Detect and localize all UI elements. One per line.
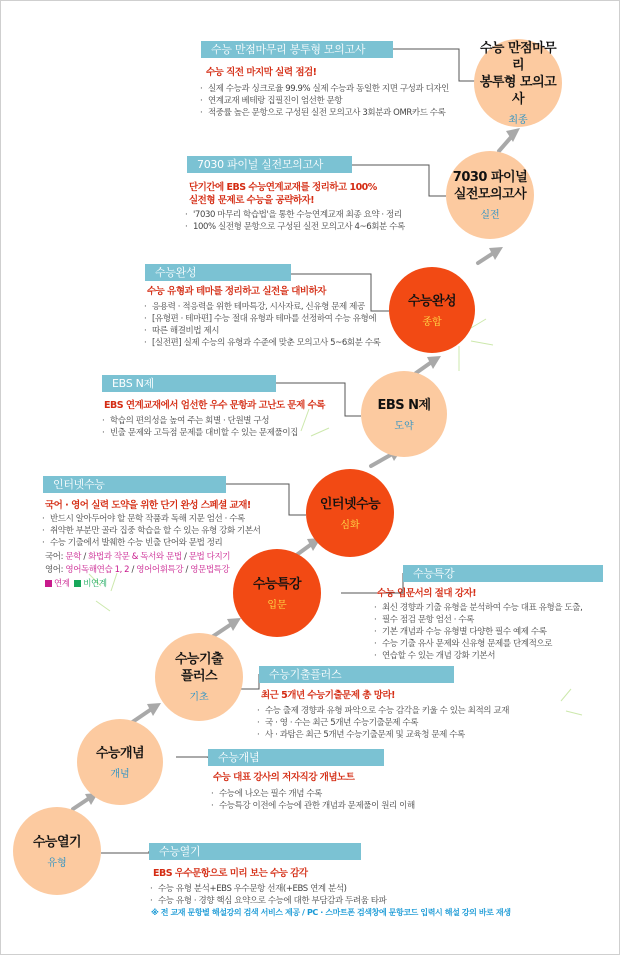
list-item: · 수능 기출 유사 문제와 신유형 문제를 단계적으로 — [373, 638, 582, 650]
subjects-english-label: 영어: — [45, 565, 64, 575]
section-header-ebsn: EBS N제 — [102, 375, 276, 392]
connector-gaenyeom — [176, 757, 208, 758]
stage-circle-yeolgi[interactable] — [13, 807, 101, 895]
stage-title-wansung: 수능완성 — [407, 293, 457, 309]
subject-linked[interactable]: 영문법특강 — [190, 565, 230, 575]
stage-circle-wansung[interactable] — [389, 267, 475, 353]
stage-subtitle-gichul: 기초 — [189, 692, 209, 703]
connector-yeolgi — [101, 851, 149, 853]
list-item: · 수능특강 이전에 수능에 관한 개념과 문제풀이 원리 이해 — [210, 800, 415, 812]
stage-title-7030-line2: 실전모의고사 — [453, 187, 527, 202]
stage-title-yeolgi: 수능열기 — [32, 834, 82, 850]
list-item: · '7030 마무리 학습법'을 통한 수능연계교재 최종 요약 · 정리 — [184, 209, 405, 221]
section-bullets-final — [199, 83, 449, 119]
stage-circle-final[interactable] — [474, 39, 562, 127]
connector-final — [393, 49, 476, 81]
list-item: · 수능 유형 · 경향 핵심 요약으로 수능에 대한 부담감과 두려움 타파 — [149, 895, 386, 907]
section-header-yeolgi: 수능열기 — [149, 843, 361, 860]
stage-subtitle-ebsn: 도약 — [394, 420, 414, 432]
stage-title-7030: 7030 파이널 — [452, 170, 528, 185]
subjects-korean: 국어: 문학 / 화법과 작문 & 독서와 문법 / 문법 다지기 — [45, 552, 231, 562]
list-item: · 반드시 알아두어야 할 문학 작품과 독해 지문 엄선 · 수록 — [41, 513, 261, 525]
section-header-final: 수능 만점마무리 봉투형 모의고사 — [201, 41, 393, 58]
stage-subtitle-7030: 실전 — [480, 210, 500, 221]
section-bullets-gichul — [256, 705, 509, 741]
section-bullets-ebsn — [101, 415, 298, 439]
subject-linked[interactable]: 문학 — [65, 552, 82, 562]
stage-subtitle-internet: 심화 — [340, 519, 360, 531]
stage-circle-7030[interactable] — [446, 151, 534, 239]
stage-title-ebsn: EBS N제 — [377, 397, 431, 413]
list-item: · 취약한 부분만 골라 집중 학습을 할 수 있는 유형 강화 기본서 — [41, 525, 261, 537]
legend-linked-swatch — [45, 580, 52, 587]
section-bullets-gaenyeom — [210, 788, 415, 812]
list-item: · 수능 기출에서 발췌한 수능 빈출 단어와 문법 정리 — [41, 537, 261, 549]
section-lead-7030-1: 단기간에 EBS 수능연계교재를 정리하고 100% — [189, 182, 377, 193]
subject-linked[interactable]: 화법과 작문 & 독서와 문법 — [88, 552, 182, 562]
list-item: · 수능 유형 분석+EBS 우수문항 선재(+EBS 연계 분석) — [149, 883, 386, 895]
subjects-english: 영어: 영어독해연습 1, 2 / 영어어휘특강 / 영문법특강 — [45, 565, 230, 575]
subjects-korean-label: 국어: — [45, 552, 64, 562]
stage-circle-gichul[interactable] — [155, 633, 243, 721]
list-item: · 국 · 영 · 수는 최근 5개년 수능기출문제 수록 — [256, 717, 509, 729]
section-lead-wansung: 수능 유형과 테마를 정리하고 실전을 대비하자 — [147, 286, 326, 297]
section-header-gichul: 수능기출플러스 — [259, 666, 454, 683]
list-item: · 응용력 · 적응력을 위한 테마특강, 시사자료, 신유형 문제 제공 — [143, 301, 380, 313]
connector-gichul — [241, 674, 259, 689]
list-item: · 적중률 높은 문항으로 구성된 실전 모의고사 3회분과 OMR카드 수록 — [199, 107, 449, 119]
section-lead-ebsn: EBS 연계교재에서 엄선한 우수 문항과 고난도 문제 수록 — [104, 400, 325, 411]
section-lead-final: 수능 직전 마지막 실력 점검! — [206, 67, 317, 78]
list-item: · 실제 수능과 싱크로율 99.9% 실제 수능과 동일한 지면 구성과 디자인 — [199, 83, 449, 95]
section-bullets-teukgang — [373, 602, 582, 662]
list-item-continuation: · 연습할 수 있는 개념 강화 기본서 — [373, 650, 582, 662]
legend-unlinked-label: 비연계 — [83, 579, 107, 589]
stage-title-teukgang: 수능특강 — [252, 576, 302, 592]
section-bullets-wansung — [143, 301, 380, 349]
list-item: · 빈출 문제와 고득점 문제를 대비할 수 있는 문제풀이집 — [101, 427, 298, 439]
section-header-gaenyeom: 수능개념 — [208, 749, 384, 766]
stage-circle-gaenyeom[interactable] — [77, 719, 163, 805]
legend-linked-label: 연계 — [54, 579, 70, 589]
stage-title-internet: 인터넷수능 — [319, 496, 381, 512]
list-item-continuation: · 따른 해결비법 제시 — [143, 325, 380, 337]
section-lead-teukgang: 수능 입문서의 절대 강자! — [377, 588, 477, 599]
stage-title-final: 수능 만점마무리 — [479, 41, 557, 73]
section-header-internet: 인터넷수능 — [43, 476, 226, 493]
subject-linked[interactable]: 영어어휘특강 — [136, 565, 184, 575]
section-header-teukgang: 수능특강 — [403, 565, 603, 582]
list-item: · 100% 실전형 문항으로 구성된 실전 모의고사 4~6회분 수록 — [184, 221, 405, 233]
list-item: · [유형편 · 테마편] 수능 절대 유형과 테마를 선정하여 수능 유형에 — [143, 313, 380, 325]
subject-linked[interactable]: 문법 다지기 — [188, 552, 231, 562]
list-item: · [실전편] 실제 수능의 유형과 수준에 맞춘 모의고사 5~6회분 수록 — [143, 337, 380, 349]
section-header-7030: 7030 파이널 실전모의고사 — [187, 156, 352, 173]
stage-circle-teukgang[interactable] — [233, 549, 321, 637]
footnote: ※ 전 교재 문항별 해설강의 검색 서비스 제공 / PC · 스마트폰 검색창에 문항코드 입력시 해설 강의 바로 재생 — [151, 908, 511, 917]
subject-linked[interactable]: 영어독해연습 1, 2 — [65, 565, 130, 575]
stage-title-gichul-line2: 플러스 — [180, 669, 218, 684]
list-item: · 연계교재 베테랑 집필진이 엄선한 문항 — [199, 95, 449, 107]
stage-subtitle-yeolgi: 유형 — [47, 857, 67, 869]
legend-unlinked-swatch — [74, 580, 81, 587]
list-item: · 학습의 편의성을 높여 주는 회별 · 단원별 구성 — [101, 415, 298, 427]
section-bullets-yeolgi — [149, 883, 386, 907]
stage-subtitle-teukgang: 입문 — [267, 599, 287, 611]
stage-subtitle-wansung: 종합 — [422, 316, 442, 328]
section-lead-gaenyeom: 수능 대표 강사의 저자직강 개념노트 — [213, 772, 355, 783]
stage-subtitle-final: 최종 — [508, 115, 528, 126]
stage-circle-internet[interactable] — [306, 469, 394, 557]
list-item-continuation: · 필수 점검 문항 엄선 · 수록 — [373, 614, 582, 626]
section-bullets-internet — [41, 513, 261, 549]
section-lead-gichul: 최근 5개년 수능기출문제 총 망라! — [261, 690, 395, 701]
stage-circle-ebsn[interactable] — [361, 371, 447, 457]
stage-title-gichul: 수능기출 — [174, 652, 224, 667]
list-item: · 수능 출제 경향과 유형 파악으로 수능 감각을 키울 수 있는 최적의 교재 — [256, 705, 509, 717]
section-bullets-7030 — [184, 209, 405, 233]
list-item: · 최신 경향과 기출 유형을 분석하여 수능 대표 유형을 도출, — [373, 602, 582, 614]
section-header-wansung: 수능완성 — [145, 264, 291, 281]
section-lead-yeolgi: EBS 우수문항으로 미리 보는 수능 감각 — [153, 868, 308, 879]
list-item: · 기본 개념과 수능 유형별 다양한 필수 예제 수록 — [373, 626, 582, 638]
stage-title-gaenyeom: 수능개념 — [95, 745, 145, 761]
stage-subtitle-gaenyeom: 개념 — [110, 768, 130, 780]
section-lead-7030-2: 실전형 문제로 수능을 공략하자! — [189, 195, 315, 206]
list-item: · 수능에 나오는 필수 개념 수록 — [210, 788, 415, 800]
section-lead-internet: 국어 · 영어 실력 도약을 위한 단기 완성 스페셜 교재! — [45, 500, 251, 511]
list-item: · 사 · 과탐은 최근 5개년 수능기출문제 및 교육청 문제 수록 — [256, 729, 509, 741]
stage-title-final-line2: 봉투형 모의고사 — [479, 75, 557, 107]
legend — [45, 578, 107, 590]
